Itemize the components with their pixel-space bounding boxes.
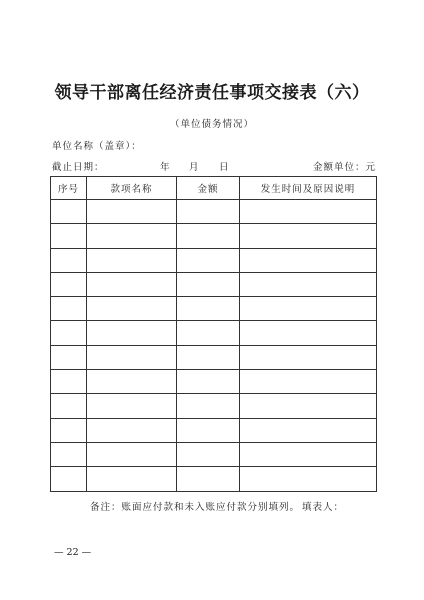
col-header-index: 序号 — [51, 177, 87, 200]
cell-amount — [177, 370, 240, 394]
cell-amount — [177, 224, 240, 248]
cell-amount — [177, 394, 240, 418]
debt-table — [50, 176, 377, 492]
table-row — [51, 200, 377, 224]
cell-amount — [177, 200, 240, 224]
cell-amount — [177, 442, 240, 466]
cell-item-name — [87, 224, 177, 248]
year-label: 年 — [160, 162, 171, 173]
table-row — [51, 297, 377, 321]
cell-index — [51, 321, 87, 345]
page-number: — 22 — — [54, 547, 92, 558]
table-header-row — [51, 177, 377, 200]
cell-index — [51, 200, 87, 224]
cell-time-reason — [240, 272, 377, 296]
date-label: 截止日期： — [52, 162, 105, 173]
cell-item-name — [87, 370, 177, 394]
cell-time-reason — [240, 370, 377, 394]
page-subtitle: （单位债务情况） — [169, 119, 254, 130]
cell-item-name — [87, 297, 177, 321]
cell-item-name — [87, 345, 177, 369]
cell-time-reason — [240, 248, 377, 272]
cell-item-name — [87, 321, 177, 345]
cell-item-name — [87, 200, 177, 224]
cell-index — [51, 248, 87, 272]
col-header-time-reason: 发生时间及原因说明 — [240, 177, 377, 200]
table-row — [51, 321, 377, 345]
cell-amount — [177, 297, 240, 321]
date-amount-row — [52, 159, 376, 173]
table-body — [51, 200, 377, 492]
cell-time-reason — [240, 442, 377, 466]
table-row — [51, 272, 377, 296]
amount-unit-label: 金额单位：元 — [312, 162, 376, 173]
cell-index — [51, 418, 87, 442]
cell-index — [51, 297, 87, 321]
cell-time-reason — [240, 418, 377, 442]
cell-item-name — [87, 467, 177, 491]
cell-time-reason — [240, 467, 377, 491]
cell-time-reason — [240, 224, 377, 248]
unit-name-label: 单位名称（盖章）： — [52, 141, 142, 152]
cell-item-name — [87, 442, 177, 466]
cell-time-reason — [240, 297, 377, 321]
col-header-item-name: 款项名称 — [87, 177, 177, 200]
cell-time-reason — [240, 394, 377, 418]
cell-index — [51, 272, 87, 296]
table-row — [51, 224, 377, 248]
cell-index — [51, 467, 87, 491]
cell-amount — [177, 418, 240, 442]
col-header-amount: 金额 — [177, 177, 240, 200]
cell-time-reason — [240, 321, 377, 345]
filler-label: 填表人： — [302, 502, 345, 513]
cell-index — [51, 224, 87, 248]
cell-amount — [177, 345, 240, 369]
cell-index — [51, 370, 87, 394]
page-title: 领导干部离任经济责任事项交接表（六） — [54, 83, 370, 103]
cell-item-name — [87, 394, 177, 418]
table-row — [51, 345, 377, 369]
cell-index — [51, 345, 87, 369]
remark-note: 备注：账面应付款和未入账应付款分别填列。 — [90, 502, 301, 513]
table-row — [51, 418, 377, 442]
month-label: 月 — [189, 162, 200, 173]
table-row — [51, 370, 377, 394]
table-row — [51, 467, 377, 491]
cell-amount — [177, 321, 240, 345]
cell-item-name — [87, 418, 177, 442]
cell-amount — [177, 272, 240, 296]
cell-time-reason — [240, 200, 377, 224]
cell-item-name — [87, 248, 177, 272]
cell-amount — [177, 467, 240, 491]
cell-index — [51, 442, 87, 466]
cell-index — [51, 394, 87, 418]
cell-amount — [177, 248, 240, 272]
table-row — [51, 394, 377, 418]
day-label: 日 — [219, 162, 230, 173]
table-row — [51, 442, 377, 466]
table-row — [51, 248, 377, 272]
cell-time-reason — [240, 345, 377, 369]
cell-item-name — [87, 272, 177, 296]
